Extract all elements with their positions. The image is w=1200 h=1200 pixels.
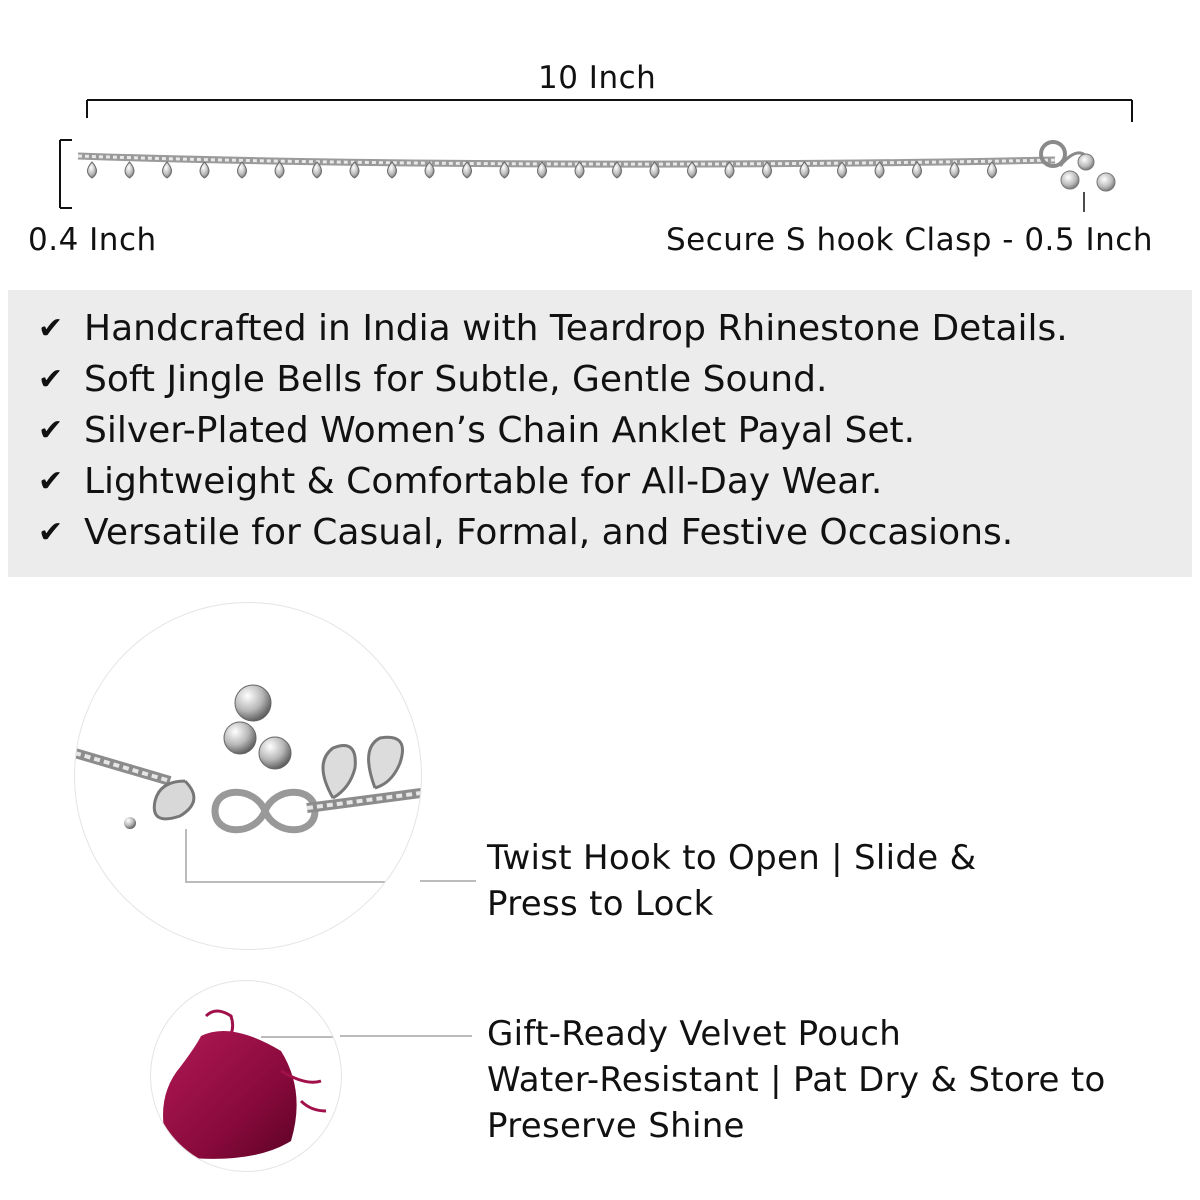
- pouch-image: [150, 980, 342, 1172]
- teardrop-rhinestone: [200, 162, 209, 178]
- pouch-pointer-line: [340, 1033, 480, 1039]
- feature-item: [38, 461, 882, 502]
- feature-text: Silver-Plated Women’s Chain Anklet Payal Set.: [84, 410, 916, 451]
- clasp-illustration: [75, 603, 421, 949]
- check-icon: ✔: [38, 413, 64, 448]
- teardrop-rhinestone: [125, 162, 134, 178]
- teardrop-rhinestone: [88, 162, 97, 178]
- feature-item: [38, 359, 827, 400]
- width-label: 0.4 Inch: [28, 222, 157, 258]
- feature-text: Handcrafted in India with Teardrop Rhinestone Details.: [84, 308, 1068, 349]
- length-bracket: [84, 96, 1136, 126]
- clasp-pointer-line: [420, 878, 480, 884]
- check-icon: ✔: [38, 311, 64, 346]
- teardrop-rhinestone: [238, 162, 247, 178]
- velvet-pouch-illustration: [151, 981, 341, 1171]
- pouch-callout-line: Preserve Shine: [487, 1106, 745, 1146]
- feature-item: [38, 512, 1013, 553]
- pouch-callout: [487, 1011, 1106, 1149]
- pouch-callout-line: Gift-Ready Velvet Pouch: [487, 1014, 902, 1054]
- pouch-callout-line: Water-Resistant | Pat Dry & Store to: [487, 1060, 1106, 1100]
- feature-text: Versatile for Casual, Formal, and Festive Occasions.: [84, 512, 1014, 553]
- features-panel: [8, 290, 1192, 577]
- check-icon: ✔: [38, 362, 64, 397]
- check-icon: ✔: [38, 464, 64, 499]
- feature-text: Lightweight & Comfortable for All-Day Wear.: [84, 461, 883, 502]
- feature-text: Soft Jingle Bells for Subtle, Gentle Sound.: [84, 359, 828, 400]
- clasp-callout-line: Twist Hook to Open | Slide &: [487, 838, 977, 878]
- clasp-closeup-image: [74, 602, 422, 950]
- teardrop-rhinestone: [163, 162, 172, 178]
- clasp-callout: [487, 835, 976, 927]
- anklet-chain-image: [70, 132, 1130, 222]
- length-label: 10 Inch: [538, 60, 657, 96]
- feature-item: [38, 308, 1068, 349]
- clasp-callout-line: Press to Lock: [487, 884, 714, 924]
- clasp-size-label: Secure S hook Clasp - 0.5 Inch: [666, 222, 1153, 258]
- check-icon: ✔: [38, 515, 64, 550]
- feature-item: [38, 410, 915, 451]
